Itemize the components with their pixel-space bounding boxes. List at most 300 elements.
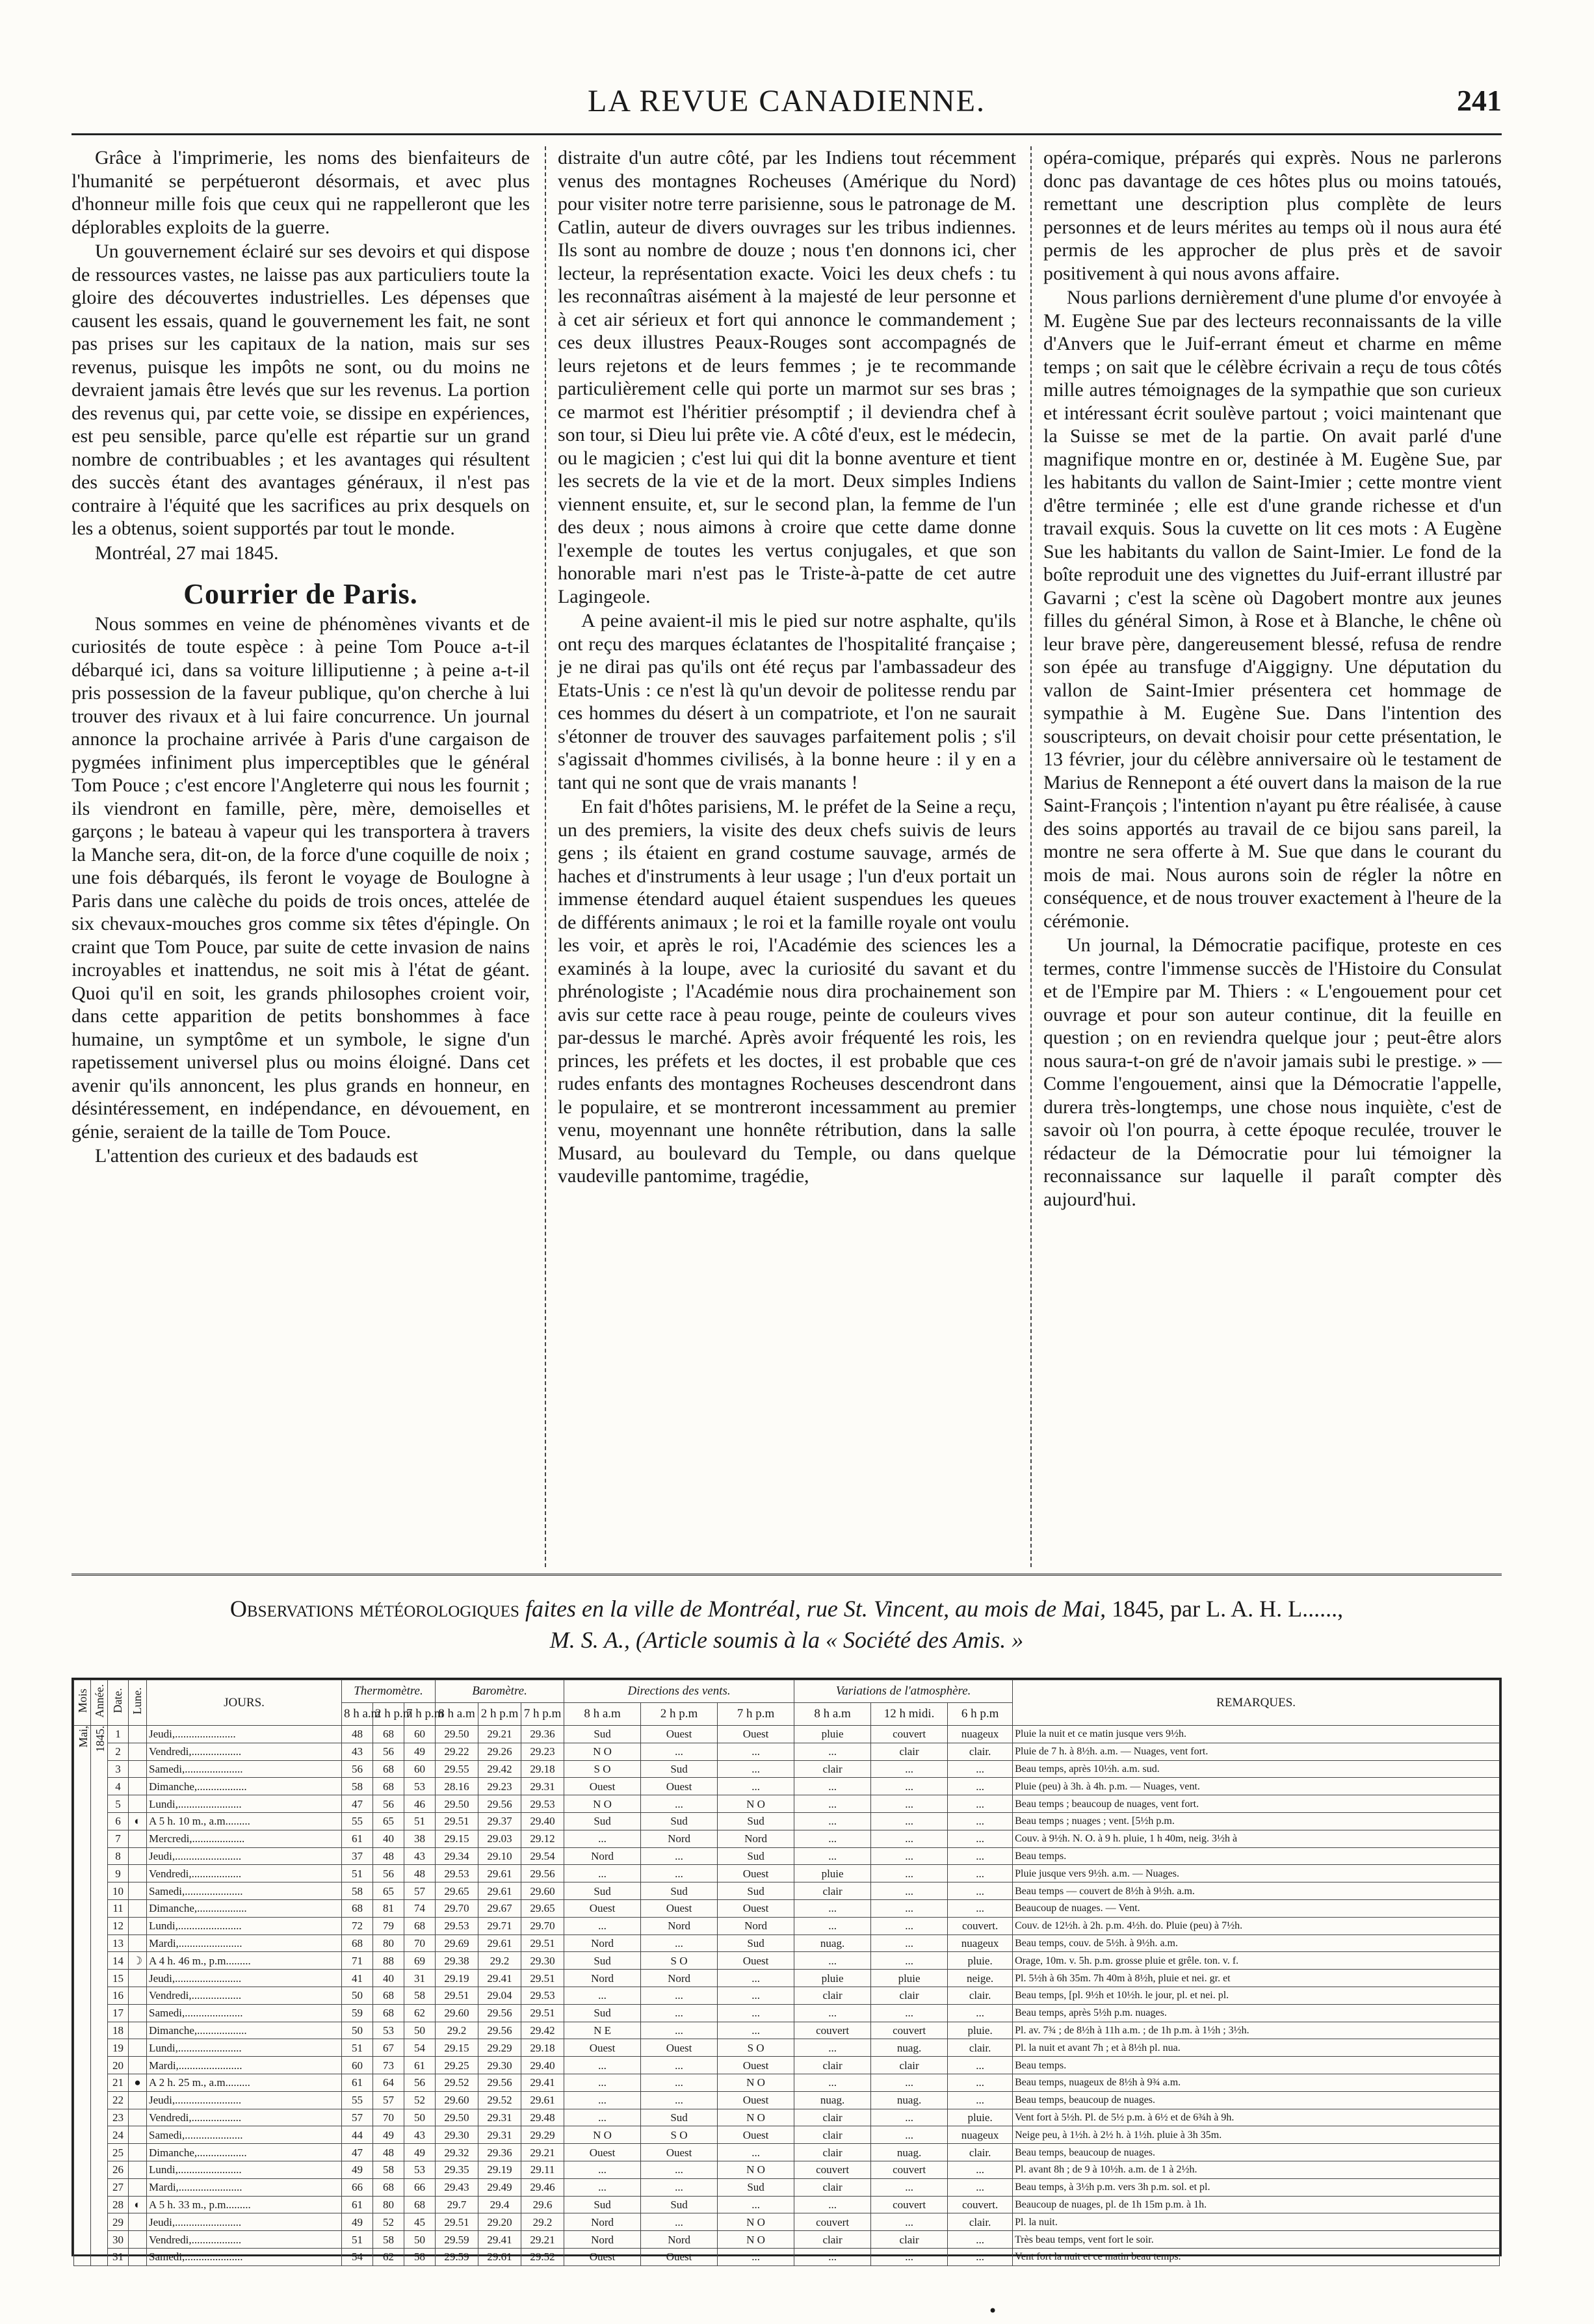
atmo-8h: ... <box>794 1778 871 1795</box>
baro-2h: 29.67 <box>478 1899 521 1917</box>
day-cell: Lundi,....................... <box>147 2039 342 2057</box>
wind-8h: Sud <box>564 2004 641 2022</box>
wind-2h: ... <box>641 1865 718 1882</box>
temp-7h: 68 <box>404 2196 436 2213</box>
atmo-8h: ... <box>794 1952 871 1970</box>
atmo-12h: couvert <box>871 2161 948 2178</box>
lune-cell <box>129 1795 147 1813</box>
wind-7h: ... <box>718 2004 794 2022</box>
atmo-6h: clair. <box>948 1743 1013 1760</box>
sub-head: 6 h p.m <box>948 1703 1013 1726</box>
temp-2h: 40 <box>373 1970 404 1987</box>
sub-head: 7 h p.m <box>718 1703 794 1726</box>
temp-2h: 68 <box>373 1987 404 2004</box>
atmo-12h: nuag. <box>871 2091 948 2109</box>
temp-7h: 68 <box>404 1917 436 1934</box>
baro-2h: 29.41 <box>478 1970 521 1987</box>
lune-cell <box>129 2231 147 2249</box>
table-row <box>74 1795 1500 1813</box>
atmo-12h: clair <box>871 2057 948 2074</box>
temp-7h: 31 <box>404 1970 436 1987</box>
paragraph: L'attention des curieux et des badauds est <box>95 1145 418 1167</box>
baro-8h: 29.43 <box>436 2178 478 2196</box>
wind-2h: Sud <box>641 1760 718 1778</box>
date-cell: 24 <box>108 2126 129 2144</box>
day-cell: Dimanche,.................. <box>147 2144 342 2161</box>
year-cell: 1845. <box>91 1726 108 2266</box>
temp-7h: 58 <box>404 1987 436 2004</box>
atmo-12h: couvert <box>871 2196 948 2213</box>
wind-7h: ... <box>718 1970 794 1987</box>
lune-cell <box>129 2178 147 2196</box>
day-cell: Vendredi,.................. <box>147 1743 342 1760</box>
wind-7h: Sud <box>718 1934 794 1952</box>
temp-2h: 52 <box>373 2213 404 2231</box>
table-row <box>74 1778 1500 1795</box>
sub-head: 7 h p.m <box>521 1703 564 1726</box>
atmo-8h: ... <box>794 2248 871 2265</box>
wind-7h: Nord <box>718 1830 794 1847</box>
lune-cell <box>129 1847 147 1865</box>
temp-8h: 68 <box>342 1934 373 1952</box>
lune-cell <box>129 1987 147 2004</box>
remarks-cell: Vent fort à 5½h. Pl. de 5½ p.m. à 6½ et de 6¾h à 9h. <box>1013 2109 1500 2126</box>
remarks-cell: Pl. la nuit. <box>1013 2213 1500 2231</box>
lune-cell <box>129 1970 147 1987</box>
temp-2h: 48 <box>373 2144 404 2161</box>
atmo-8h: clair <box>794 2144 871 2161</box>
wind-8h: Nord <box>564 2213 641 2231</box>
baro-2h: 29.61 <box>478 2248 521 2265</box>
paragraph: opéra-comique, préparés qui exprès. Nous ne parlerons donc pas davantage de ces hôtes plus ou moins tatoués, remettant une description plus complète de leurs personnes et de leurs mérites au temps où il nous aura été permis de les approcher de plus près et de savoir positivement à qui nous avons affaire. <box>1043 147 1502 284</box>
table-row <box>74 1830 1500 1847</box>
baro-2h: 29.04 <box>478 1987 521 2004</box>
baro-2h: 29.42 <box>478 1760 521 1778</box>
atmo-6h: ... <box>948 1847 1013 1865</box>
wind-7h: N O <box>718 2231 794 2249</box>
temp-7h: 52 <box>404 2091 436 2109</box>
baro-2h: 29.49 <box>478 2178 521 2196</box>
atmo-6h: pluie. <box>948 2109 1013 2126</box>
table-row <box>74 1899 1500 1917</box>
weather-table-body <box>74 1726 1500 2266</box>
wind-7h: Ouest <box>718 1952 794 1970</box>
atmo-6h: ... <box>948 1760 1013 1778</box>
wind-8h: Ouest <box>564 1899 641 1917</box>
date-cell: 7 <box>108 1830 129 1847</box>
date-cell: 15 <box>108 1970 129 1987</box>
temp-7h: 50 <box>404 2231 436 2249</box>
temp-8h: 51 <box>342 2039 373 2057</box>
baro-8h: 29.51 <box>436 1987 478 2004</box>
baro-8h: 29.50 <box>436 1795 478 1813</box>
sub-head: 2 h p.m <box>641 1703 718 1726</box>
wind-8h: N O <box>564 1743 641 1760</box>
temp-8h: 71 <box>342 1952 373 1970</box>
baro-7h: 29.21 <box>521 2231 564 2249</box>
atmo-6h: ... <box>948 1812 1013 1830</box>
wind-8h: Ouest <box>564 2248 641 2265</box>
baro-8h: 29.30 <box>436 2126 478 2144</box>
day-cell: Lundi,....................... <box>147 1795 342 1813</box>
wind-7h: ... <box>718 1778 794 1795</box>
baro-2h: 29.26 <box>478 1743 521 1760</box>
lune-cell <box>129 2248 147 2265</box>
atmo-8h: ... <box>794 2004 871 2022</box>
lune-cell <box>129 2109 147 2126</box>
sub-head: 7 h p.m <box>404 1703 436 1726</box>
temp-7h: 70 <box>404 1934 436 1952</box>
atmo-12h: ... <box>871 2126 948 2144</box>
baro-8h: 29.53 <box>436 1917 478 1934</box>
table-row <box>74 1970 1500 1987</box>
wind-8h: Sud <box>564 2196 641 2213</box>
baro-2h: 29.31 <box>478 2109 521 2126</box>
baro-7h: 29.30 <box>521 1952 564 1970</box>
temp-7h: 49 <box>404 2144 436 2161</box>
wind-8h: Ouest <box>564 2039 641 2057</box>
baro-8h: 29.38 <box>436 1952 478 1970</box>
atmo-8h: pluie <box>794 1970 871 1987</box>
temp-8h: 44 <box>342 2126 373 2144</box>
month-cell: Mai, <box>74 1726 91 2266</box>
date-cell: 25 <box>108 2144 129 2161</box>
atmo-6h: couvert. <box>948 1917 1013 1934</box>
temp-7h: 38 <box>404 1830 436 1847</box>
atmo-6h: ... <box>948 1865 1013 1882</box>
temp-8h: 49 <box>342 2161 373 2178</box>
wind-8h: ... <box>564 2091 641 2109</box>
atmo-6h: pluie. <box>948 2022 1013 2039</box>
baro-8h: 29.34 <box>436 1847 478 1865</box>
atmo-8h: clair <box>794 1760 871 1778</box>
temp-2h: 65 <box>373 1812 404 1830</box>
wind-8h: Sud <box>564 1882 641 1900</box>
atmo-6h: ... <box>948 2091 1013 2109</box>
atmo-8h: clair <box>794 2109 871 2126</box>
baro-8h: 29.2 <box>436 2022 478 2039</box>
remarks-cell: Beau temps, après 5½h p.m. nuages. <box>1013 2004 1500 2022</box>
remarks-cell: Beau temps, couv. de 5½h. à 9½h. a.m. <box>1013 1934 1500 1952</box>
wind-2h: Nord <box>641 1970 718 1987</box>
baro-7h: 29.41 <box>521 2074 564 2091</box>
header-rule <box>72 133 1502 135</box>
observations-title-b: faites en la ville de Montréal, rue St. Vincent, au mois de Mai, <box>525 1596 1106 1622</box>
remarks-cell: Couv. à 9½h. N. O. à 9 h. pluie, 1 h 40m, neig. 3½h à <box>1013 1830 1500 1847</box>
atmo-12h: clair <box>871 1743 948 1760</box>
table-row <box>74 1882 1500 1900</box>
baro-2h: 29.61 <box>478 1882 521 1900</box>
paragraph: Nous sommes en veine de phénomènes vivants et de curiosités de toute espèce : à peine Tom Pouce a-t-il débarqué ici, dans sa voiture lilliputienne ; à peine a-t-il pris possession de la faveur publique, qu'on cherche à lui trouver des rivaux et à lui faire concurrence. Un journal annonce la prochaine arrivée à Paris d'une cargaison de pygmées infiniment plus imperceptibles que le général Tom Pouce ; c'est encore l'Angleterre qui nous les fournit ; ils viendront en famille, père, mère, demoiselles et garçons ; le bateau à vapeur qui les transportera à travers la Manche sera, dit-on, de la force d'une coquille de noix ; une fois débarqués, ils feront le voyage de Boulogne à Paris dans une calèche du poids de trois onces, attelée de six chevaux-mouches gros comme six têtes d'épingle. On craint que Tom Pouce, par suite de cette invasion de nains incroyables et inattendus, ne soit mis à l'état de géant. Quoi qu'il en soit, les grands philosophes croient voir, dans cette apparition de petits bonshommes à face humaine, un symptôme et un symbole, le signe d'un rapetissement universel plus ou moins éloigné. Dans cet avenir qu'ils annoncent, les plus grands en honneur, en désintéressement, en indépendance, en dévouement, en génie, seraient de la taille de Tom Pouce. <box>72 613 530 1142</box>
baro-7h: 29.40 <box>521 2057 564 2074</box>
wind-2h: Ouest <box>641 2144 718 2161</box>
col-head-annee: Année. <box>91 1680 108 1726</box>
date-cell: 1 <box>108 1726 129 1743</box>
table-row <box>74 2004 1500 2022</box>
lune-cell <box>129 2039 147 2057</box>
day-cell: Samedi,..................... <box>147 2004 342 2022</box>
lune-cell: ◐ <box>129 2196 147 2213</box>
atmo-8h: pluie <box>794 1726 871 1743</box>
baro-2h: 29.19 <box>478 2161 521 2178</box>
wind-2h: ... <box>641 2022 718 2039</box>
atmo-12h: nuag. <box>871 2144 948 2161</box>
date-cell: 26 <box>108 2161 129 2178</box>
temp-8h: 66 <box>342 2178 373 2196</box>
wind-2h: Ouest <box>641 2248 718 2265</box>
atmo-12h: ... <box>871 2074 948 2091</box>
temp-8h: 61 <box>342 2074 373 2091</box>
temp-2h: 49 <box>373 2126 404 2144</box>
temp-2h: 88 <box>373 1952 404 1970</box>
baro-7h: 29.56 <box>521 1865 564 1882</box>
wind-8h: Nord <box>564 2231 641 2249</box>
temp-7h: 74 <box>404 1899 436 1917</box>
wind-2h: ... <box>641 2178 718 2196</box>
paragraph: Grâce à l'imprimerie, les noms des bienfaiteurs de l'humanité se perpétueront désormais, et avec plus d'honneur mille fois que ceux qui ne rappelleront que les déplorables exploits de la guerre. <box>72 147 530 238</box>
atmo-8h: clair <box>794 2178 871 2196</box>
wind-2h: ... <box>641 2004 718 2022</box>
baro-7h: 29.12 <box>521 1830 564 1847</box>
wind-8h: Sud <box>564 1726 641 1743</box>
date-cell: 20 <box>108 2057 129 2074</box>
baro-7h: 29.54 <box>521 1847 564 1865</box>
table-row <box>74 1987 1500 2004</box>
baro-7h: 29.2 <box>521 2213 564 2231</box>
date-cell: 16 <box>108 1987 129 2004</box>
remarks-cell: Pluie jusque vers 9½h. a.m. — Nuages. <box>1013 1865 1500 1882</box>
atmo-6h: clair. <box>948 1987 1013 2004</box>
remarks-cell: Beaucoup de nuages, pl. de 1h 15m p.m. à 1h. <box>1013 2196 1500 2213</box>
wind-8h: ... <box>564 1917 641 1934</box>
day-cell: Jeudi,........................ <box>147 1970 342 1987</box>
temp-2h: 70 <box>373 2109 404 2126</box>
wind-8h: N O <box>564 1795 641 1813</box>
table-row <box>74 2144 1500 2161</box>
baro-8h: 29.55 <box>436 1760 478 1778</box>
wind-2h: ... <box>641 2074 718 2091</box>
day-cell: Vendredi,.................. <box>147 1987 342 2004</box>
day-cell: Mardi,....................... <box>147 1934 342 1952</box>
baro-8h: 29.35 <box>436 2161 478 2178</box>
wind-8h: Sud <box>564 1812 641 1830</box>
table-row <box>74 2074 1500 2091</box>
baro-2h: 29.56 <box>478 2074 521 2091</box>
baro-2h: 29.56 <box>478 2004 521 2022</box>
lune-cell <box>129 2057 147 2074</box>
wind-8h: Sud <box>564 1952 641 1970</box>
temp-8h: 51 <box>342 2231 373 2249</box>
column-2 <box>558 146 1016 1570</box>
temp-7h: 49 <box>404 1743 436 1760</box>
wind-7h: Ouest <box>718 2057 794 2074</box>
temp-7h: 69 <box>404 1952 436 1970</box>
remarks-cell: Beau temps — couvert de 8½h à 9½h. a.m. <box>1013 1882 1500 1900</box>
temp-7h: 43 <box>404 1847 436 1865</box>
temp-2h: 68 <box>373 1760 404 1778</box>
date-cell: 12 <box>108 1917 129 1934</box>
temp-8h: 54 <box>342 2248 373 2265</box>
section-title: Courrier de Paris. <box>183 578 418 610</box>
remarks-cell: Beau temps ; nuages ; vent. [5½h p.m. <box>1013 1812 1500 1830</box>
remarks-cell: Beau temps, beaucoup de nuages. <box>1013 2144 1500 2161</box>
wind-2h: Ouest <box>641 2039 718 2057</box>
baro-2h: 29.20 <box>478 2213 521 2231</box>
atmo-8h: couvert <box>794 2161 871 2178</box>
atmo-8h: clair <box>794 1882 871 1900</box>
temp-7h: 62 <box>404 2004 436 2022</box>
wind-2h: S O <box>641 2126 718 2144</box>
wind-8h: ... <box>564 2109 641 2126</box>
atmo-6h: clair. <box>948 2039 1013 2057</box>
temp-8h: 47 <box>342 2144 373 2161</box>
baro-2h: 29.31 <box>478 2126 521 2144</box>
table-row <box>74 2039 1500 2057</box>
atmo-12h: nuag. <box>871 2039 948 2057</box>
date-cell: 23 <box>108 2109 129 2126</box>
date-cell: 5 <box>108 1795 129 1813</box>
atmo-6h: nuageux <box>948 1934 1013 1952</box>
atmo-6h: nuageux <box>948 1726 1013 1743</box>
temp-2h: 62 <box>373 2248 404 2265</box>
wind-8h: S O <box>564 1760 641 1778</box>
baro-7h: 29.18 <box>521 1760 564 1778</box>
temp-8h: 59 <box>342 2004 373 2022</box>
col-head-thermometre: Thermomètre. <box>342 1680 436 1703</box>
temp-8h: 55 <box>342 2091 373 2109</box>
atmo-12h: ... <box>871 1882 948 1900</box>
lune-cell <box>129 1934 147 1952</box>
temp-7h: 56 <box>404 2074 436 2091</box>
temp-7h: 48 <box>404 1865 436 1882</box>
atmo-12h: ... <box>871 1830 948 1847</box>
atmo-8h: clair <box>794 1987 871 2004</box>
wind-8h: N E <box>564 2022 641 2039</box>
atmo-6h: ... <box>948 1795 1013 1813</box>
weather-table <box>73 1680 1500 2266</box>
col-head-remarques: REMARQUES. <box>1013 1680 1500 1726</box>
baro-2h: 29.36 <box>478 2144 521 2161</box>
baro-7h: 29.42 <box>521 2022 564 2039</box>
wind-2h: ... <box>641 1987 718 2004</box>
temp-8h: 49 <box>342 2213 373 2231</box>
lune-cell <box>129 1830 147 1847</box>
sub-head: 2 h p.m <box>373 1703 404 1726</box>
wind-7h: ... <box>718 2144 794 2161</box>
baro-2h: 29.61 <box>478 1865 521 1882</box>
lune-cell: ◐ <box>129 1812 147 1830</box>
baro-7h: 29.48 <box>521 2109 564 2126</box>
date-cell: 19 <box>108 2039 129 2057</box>
baro-2h: 29.03 <box>478 1830 521 1847</box>
wind-2h: Sud <box>641 1882 718 1900</box>
baro-2h: 29.4 <box>478 2196 521 2213</box>
table-row <box>74 2196 1500 2213</box>
temp-8h: 58 <box>342 1882 373 1900</box>
wind-8h: Nord <box>564 1847 641 1865</box>
wind-2h: Ouest <box>641 1778 718 1795</box>
day-cell: Samedi,..................... <box>147 1760 342 1778</box>
wind-2h: ... <box>641 2057 718 2074</box>
atmo-12h: ... <box>871 1847 948 1865</box>
atmo-12h: ... <box>871 1934 948 1952</box>
day-cell: Mardi,....................... <box>147 2057 342 2074</box>
baro-7h: 29.18 <box>521 2039 564 2057</box>
temp-7h: 50 <box>404 2022 436 2039</box>
baro-8h: 29.25 <box>436 2057 478 2074</box>
temp-8h: 55 <box>342 1812 373 1830</box>
table-row <box>74 1743 1500 1760</box>
wind-8h: Nord <box>564 1970 641 1987</box>
remarks-cell: Beau temps ; beaucoup de nuages, vent fort. <box>1013 1795 1500 1813</box>
day-cell: Lundi,....................... <box>147 1917 342 1934</box>
lune-cell <box>129 1865 147 1882</box>
date-cell: 18 <box>108 2022 129 2039</box>
atmo-6h: ... <box>948 2231 1013 2249</box>
baro-2h: 29.30 <box>478 2057 521 2074</box>
day-cell: Vendredi,.................. <box>147 2109 342 2126</box>
day-cell: Dimanche,.................. <box>147 1778 342 1795</box>
date-cell: 3 <box>108 1760 129 1778</box>
remarks-cell: Pluie de 7 h. à 8½h. a.m. — Nuages, vent fort. <box>1013 1743 1500 1760</box>
date-cell: 14 <box>108 1952 129 1970</box>
sub-head: 8 h a.m <box>794 1703 871 1726</box>
temp-2h: 68 <box>373 1726 404 1743</box>
wind-2h: Sud <box>641 2196 718 2213</box>
wind-8h: N O <box>564 2126 641 2144</box>
baro-2h: 29.37 <box>478 1812 521 1830</box>
temp-2h: 58 <box>373 2231 404 2249</box>
day-cell: Samedi,..................... <box>147 2248 342 2265</box>
date-cell: 9 <box>108 1865 129 1882</box>
atmo-6h: ... <box>948 2004 1013 2022</box>
wind-2h: Ouest <box>641 1899 718 1917</box>
temp-8h: 43 <box>342 1743 373 1760</box>
baro-8h: 29.65 <box>436 1882 478 1900</box>
temp-8h: 61 <box>342 2196 373 2213</box>
col-head-jours: JOURS. <box>147 1680 342 1726</box>
date-cell: 6 <box>108 1812 129 1830</box>
wind-2h: ... <box>641 2161 718 2178</box>
temp-8h: 58 <box>342 1778 373 1795</box>
temp-2h: 56 <box>373 1795 404 1813</box>
atmo-6h: ... <box>948 1882 1013 1900</box>
table-row <box>74 1847 1500 1865</box>
wind-8h: Ouest <box>564 2144 641 2161</box>
atmo-8h: ... <box>794 1812 871 1830</box>
wind-7h: ... <box>718 1743 794 1760</box>
wind-7h: Sud <box>718 2178 794 2196</box>
lune-cell <box>129 1917 147 1934</box>
atmo-8h: pluie <box>794 1865 871 1882</box>
lune-cell <box>129 2161 147 2178</box>
date-cell: 29 <box>108 2213 129 2231</box>
table-row <box>74 1760 1500 1778</box>
table-row <box>74 2057 1500 2074</box>
paragraph: Nous parlions dernièrement d'une plume d'or envoyée à M. Eugène Sue par des lecteurs reconnaissants de la ville d'Anvers que le Juif-errant émeut et charme en même temps ; on sait que le célèbre écrivain a reçu de tous côtés mille autres témoignages de la sympathie que son curieux et intéressant écrit soulève partout ; voici maintenant que la Suisse se met de la partie. On avait parlé d'une magnifique montre en or, destinée à M. Eugène Sue, par les habitants du vallon de Saint-Imier ; cette montre vient d'être terminée ; elle est d'une grande richesse et d'un travail exquis. Sous la cuvette on lit ces mots : A Eugène Sue les habitants du vallon de Saint-Imier. Le fond de la boîte reproduit une des vignettes du Juif-errant illustré par Gavarni ; c'est la scène où Dagobert montre aux jeunes filles du général Simon, à Rose et à Blanche, le chêne où leur brave père, dangereusement blessé, refusa de rendre son épée au transfuge d'Aiggigny. Une députation du vallon de Saint-Imier présentera cet hommage de sympathie à M. Eugène Sue. Dans l'intention des souscripteurs, on devait choisir pour cette présentation, le 13 février, jour du célèbre anniversaire où le testament de Marius de Rennepont a été ouvert dans la maison de la rue Saint-François ; l'intention n'ayant pu être réalisée, à cause des soins apportés au travail de ce bijou sans pareil, la montre ne sera offerte à M. Sue que dans le courant du mois de mai. Nous aurons soin de régler la nôtre en conséquence, et de nous trouver exactement à l'heure de la cérémonie. <box>1043 287 1502 932</box>
col-head-date: Date. <box>108 1680 129 1726</box>
atmo-8h: clair <box>794 2231 871 2249</box>
date-cell: 8 <box>108 1847 129 1865</box>
atmo-6h: ... <box>948 2161 1013 2178</box>
temp-7h: 45 <box>404 2213 436 2231</box>
lune-cell: ● <box>129 2074 147 2091</box>
col-head-mois: Mois <box>74 1680 91 1726</box>
wind-7h: N O <box>718 2109 794 2126</box>
atmo-8h: ... <box>794 2074 871 2091</box>
atmo-6h: ... <box>948 2074 1013 2091</box>
temp-2h: 73 <box>373 2057 404 2074</box>
